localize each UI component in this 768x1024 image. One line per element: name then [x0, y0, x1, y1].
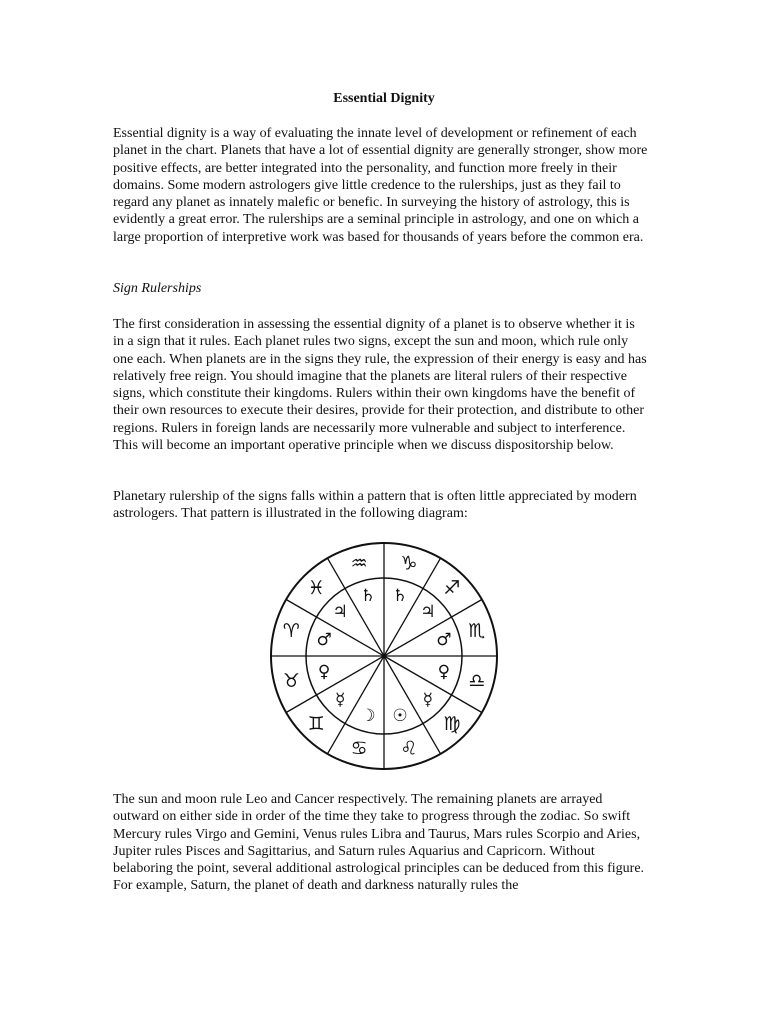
zodiac-sign-icon: ♒	[350, 552, 368, 575]
planet-symbol-icon: ♀	[317, 662, 331, 683]
zodiac-sign-icon: ♎	[468, 669, 486, 692]
planet-symbol-icon: ♂	[436, 629, 452, 650]
planet-symbol-icon: ♃	[332, 602, 348, 623]
planet-symbol-icon: ☉	[392, 705, 408, 726]
planet-symbol-icon: ♄	[392, 586, 408, 607]
planet-symbol-icon: ☽	[360, 705, 376, 726]
zodiac-sign-icon: ♏	[468, 620, 486, 643]
paragraph-pattern: Planetary rulership of the signs falls within a pattern that is often little appreciated by modern astrologers. That pattern is illustrated in the following diagram:	[113, 489, 637, 522]
section-heading: Sign Rulerships	[113, 281, 202, 296]
zodiac-sign-icon: ♓	[307, 577, 325, 600]
zodiac-sign-icon: ♋	[350, 737, 368, 760]
planet-symbol-icon: ☿	[334, 689, 346, 710]
zodiac-sign-icon: ♉	[282, 669, 300, 692]
planet-symbol-icon: ♂	[316, 629, 332, 650]
planet-symbol-icon: ♄	[360, 586, 376, 607]
zodiac-sign-icon: ♐	[443, 577, 461, 600]
paragraph-explanation: The sun and moon rule Leo and Cancer respectively. The remaining planets are arrayed outward on either side in order of the time they take to progress through the zodiac. So swift Mercury rules Virgo and Gemini, Venus rules Libra and Taurus, Mars rules Scorpio and Aries, Jupiter rules Pisces and Sagittarius, and Saturn rules Aquarius and Capricorn. Without belaboring the point, several additional astrological principles can be deduced from this figure. For example, Saturn, the planet of death and darkness naturally rules the	[113, 792, 645, 894]
paragraph-rulership: The first consideration in assessing the essential dignity of a planet is to observe whether it is in a sign that it rules. Each planet rules two signs, except the sun and moon, which rule only one each. When planets are in the signs they rule, the expression of their energy is easy and has relatively free reign. You should imagine that the planets are literal rulers of their respective signs, which constitute their kingdoms. Rulers within their own kingdoms have the benefit of their own resources to execute their desires, provide for their protection, and distribute to other regions. Rulers in foreign lands are necessarily more vulnerable and subject to interference. This will become an important operative principle when we discuss dispositorship below.	[113, 317, 647, 454]
zodiac-sign-icon: ♌	[400, 737, 418, 760]
planet-symbol-icon: ☿	[422, 689, 434, 710]
document-title: Essential Dignity	[333, 91, 435, 106]
paragraph-intro: Essential dignity is a way of evaluating the innate level of development or refinement of each planet in the chart. Planets that have a lot of essential dignity are generally stronger, show more positive effects, are better integrated into the personality, and function more freely in their domains. Some modern astrologers give little credence to the rulerships, just as they fail to regard any planet as innately malefic or benefic. In surveying the history of astrology, this is evidently a great error. The rulerships are a seminal principle in astrology, and one on which a large proportion of interpretive work was based for thousands of years before the common era.	[113, 126, 648, 245]
rulership-wheel-diagram	[268, 540, 500, 772]
zodiac-sign-icon: ♈	[282, 620, 300, 643]
zodiac-sign-icon: ♑	[400, 552, 418, 575]
zodiac-sign-icon: ♍	[443, 712, 461, 735]
planet-symbol-icon: ♀	[437, 662, 451, 683]
zodiac-sign-icon: ♊	[307, 712, 325, 735]
planet-symbol-icon: ♃	[420, 602, 436, 623]
